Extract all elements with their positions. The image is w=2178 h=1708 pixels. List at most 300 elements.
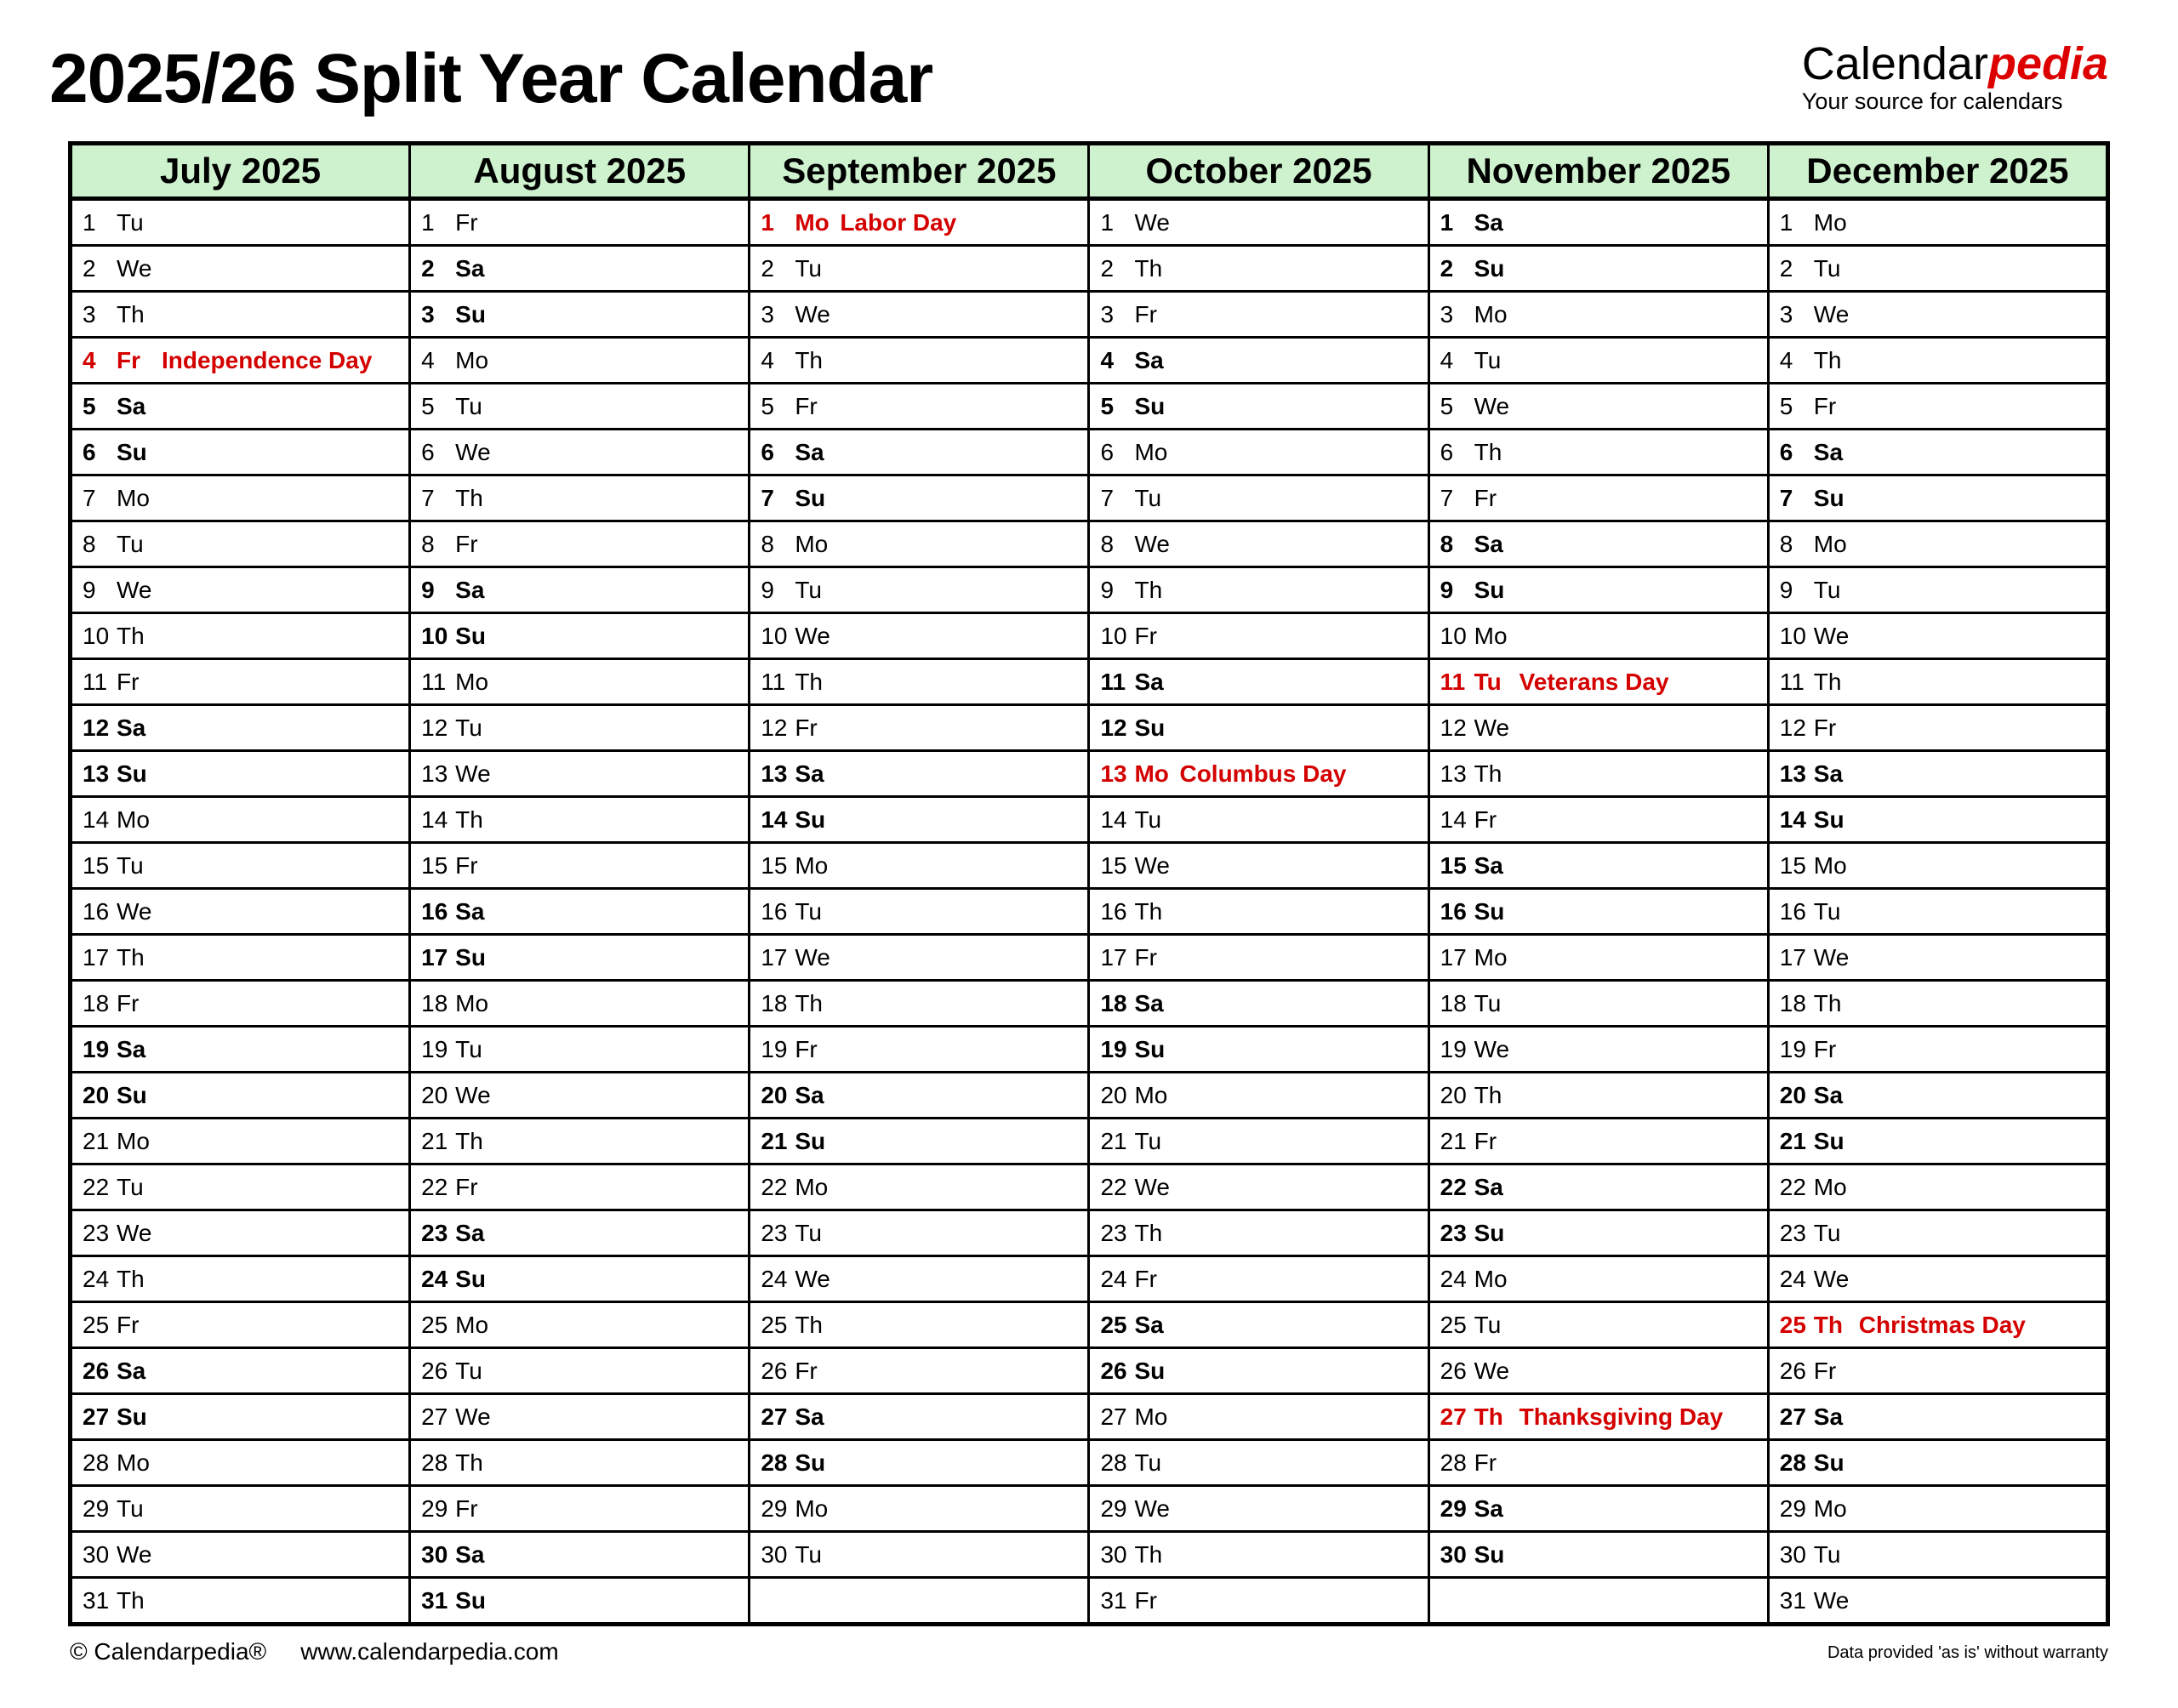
- weekday-label: We: [795, 622, 830, 649]
- weekday-label: Mo: [455, 346, 489, 373]
- day-number: 7: [1440, 484, 1454, 511]
- weekday-label: Sa: [795, 438, 824, 465]
- day-number: 11: [1100, 668, 1126, 695]
- weekday-label: Fr: [1813, 1357, 1837, 1384]
- weekday-label: Su: [795, 806, 826, 833]
- weekday-label: Th: [1813, 346, 1842, 373]
- day-number: 14: [1779, 806, 1806, 833]
- day-cell-july-2025-19: [71, 1027, 410, 1073]
- weekday-label: Fr: [1474, 1127, 1497, 1154]
- weekday-label: Fr: [1474, 1449, 1497, 1476]
- month-header-november-2025: November 2025: [1428, 144, 1768, 199]
- weekday-label: Th: [1134, 254, 1163, 282]
- day-number: 5: [1440, 392, 1454, 419]
- day-number: 1: [421, 208, 435, 236]
- day-cell-november-2025-22: [1428, 1164, 1768, 1210]
- day-number: 17: [421, 943, 448, 971]
- weekday-label: Mo: [1813, 1494, 1847, 1522]
- day-number: 31: [1779, 1586, 1806, 1614]
- weekday-label: Sa: [455, 254, 485, 282]
- day-number: 8: [1100, 530, 1115, 557]
- day-cell-december-2025-10: [1768, 613, 2107, 659]
- day-cell-december-2025-7: [1768, 475, 2107, 521]
- day-cell-october-2025-26: [1089, 1348, 1428, 1394]
- day-number: 24: [1100, 1265, 1127, 1292]
- day-number: 16: [1779, 897, 1806, 925]
- calendar-row-6: [71, 430, 2108, 475]
- day-number: 6: [761, 438, 774, 465]
- day-number: 19: [83, 1035, 110, 1062]
- day-cell-july-2025-3: [71, 292, 410, 338]
- weekday-label: Th: [455, 1127, 483, 1154]
- day-number: 6: [1440, 438, 1454, 465]
- weekday-label: Sa: [455, 897, 485, 925]
- day-cell-october-2025-19: [1089, 1027, 1428, 1073]
- weekday-label: Sa: [117, 714, 146, 741]
- day-number: 29: [1100, 1494, 1127, 1522]
- weekday-label: Sa: [1474, 1494, 1503, 1522]
- weekday-label: We: [117, 1540, 152, 1568]
- day-cell-august-2025-4: [410, 338, 750, 384]
- day-number: 15: [761, 851, 788, 879]
- day-number: 10: [1779, 622, 1806, 649]
- day-number: 4: [1779, 346, 1793, 373]
- day-cell-september-2025-26: [750, 1348, 1089, 1394]
- weekday-label: Sa: [1134, 1311, 1164, 1338]
- day-cell-august-2025-16: [410, 889, 750, 935]
- weekday-label: Th: [455, 484, 483, 511]
- day-cell-november-2025-12: [1428, 705, 1768, 751]
- day-cell-december-2025-21: [1768, 1119, 2107, 1164]
- weekday-label: We: [1813, 1265, 1850, 1292]
- day-number: 11: [421, 668, 447, 695]
- day-cell-october-2025-14: [1089, 797, 1428, 843]
- day-number: 15: [1100, 851, 1127, 879]
- weekday-label: Sa: [1474, 851, 1503, 879]
- day-cell-december-2025-2: [1768, 246, 2107, 292]
- day-number: 28: [1779, 1449, 1806, 1476]
- day-number: 3: [1100, 300, 1115, 327]
- day-cell-july-2025-24: [71, 1256, 410, 1302]
- day-number: 1: [1440, 208, 1454, 236]
- weekday-label: We: [455, 1403, 491, 1430]
- day-number: 23: [1440, 1219, 1467, 1246]
- holiday-name: Columbus Day: [1179, 760, 1347, 787]
- day-number: 9: [1779, 576, 1793, 603]
- weekday-label: Tu: [1134, 806, 1162, 833]
- weekday-label: Th: [1474, 1081, 1502, 1108]
- day-cell-august-2025-15: [410, 843, 750, 889]
- calendar-row-21: [71, 1119, 2108, 1164]
- day-number: 30: [1100, 1540, 1127, 1568]
- day-number: 7: [83, 484, 96, 511]
- day-cell-december-2025-27: [1768, 1394, 2107, 1440]
- weekday-label: Th: [1813, 668, 1842, 695]
- day-number: 31: [83, 1586, 110, 1614]
- day-number: 23: [421, 1219, 448, 1246]
- weekday-label: Th: [795, 1311, 823, 1338]
- weekday-label: Fr: [117, 668, 140, 695]
- weekday-label: Su: [1474, 1219, 1505, 1246]
- day-cell-august-2025-20: [410, 1073, 750, 1119]
- weekday-label: Fr: [455, 208, 478, 236]
- weekday-label: Tu: [1134, 484, 1162, 511]
- day-number: 17: [1100, 943, 1127, 971]
- weekday-label: Tu: [1813, 576, 1841, 603]
- day-cell-october-2025-18: [1089, 981, 1428, 1027]
- weekday-label: Mo: [455, 1311, 489, 1338]
- weekday-label: Fr: [117, 1311, 140, 1338]
- weekday-label: We: [1813, 300, 1850, 327]
- weekday-label: Th: [117, 622, 145, 649]
- weekday-label: Fr: [1134, 1265, 1157, 1292]
- day-cell-november-2025-27: [1428, 1394, 1768, 1440]
- calendar-row-7: [71, 475, 2108, 521]
- weekday-label: Tu: [1813, 1219, 1841, 1246]
- calendar-row-27: [71, 1394, 2108, 1440]
- empty-cell-september-2025: [750, 1578, 1089, 1625]
- holiday-name: Thanksgiving Day: [1519, 1403, 1724, 1430]
- day-number: 29: [421, 1494, 448, 1522]
- day-cell-july-2025-30: [71, 1532, 410, 1578]
- weekday-label: Su: [117, 760, 147, 787]
- weekday-label: Th: [1134, 576, 1163, 603]
- weekday-label: Su: [1474, 576, 1505, 603]
- day-number: 22: [1779, 1173, 1806, 1200]
- day-number: 13: [421, 760, 448, 787]
- day-number: 2: [83, 254, 96, 282]
- day-cell-december-2025-18: [1768, 981, 2107, 1027]
- day-cell-october-2025-21: [1089, 1119, 1428, 1164]
- weekday-label: We: [1474, 714, 1510, 741]
- day-number: 2: [1100, 254, 1115, 282]
- calendar-row-15: [71, 843, 2108, 889]
- day-cell-august-2025-27: [410, 1394, 750, 1440]
- day-cell-december-2025-23: [1768, 1210, 2107, 1256]
- day-number: 5: [421, 392, 435, 419]
- day-number: 27: [1100, 1403, 1127, 1430]
- weekday-label: Su: [1474, 1540, 1505, 1568]
- day-cell-september-2025-21: [750, 1119, 1089, 1164]
- day-cell-august-2025-17: [410, 935, 750, 981]
- calendar-row-17: [71, 935, 2108, 981]
- day-cell-december-2025-1: [1768, 199, 2107, 246]
- day-number: 26: [761, 1357, 788, 1384]
- calendar-row-19: [71, 1027, 2108, 1073]
- weekday-label: Tu: [795, 1219, 822, 1246]
- calendarpedia-url: www.calendarpedia.com: [300, 1638, 559, 1665]
- calendar-row-12: [71, 705, 2108, 751]
- day-number: 12: [1440, 714, 1467, 741]
- weekday-label: Fr: [795, 1035, 818, 1062]
- day-cell-october-2025-11: [1089, 659, 1428, 705]
- day-cell-december-2025-15: [1768, 843, 2107, 889]
- page-title: 2025/26 Split Year Calendar: [49, 40, 933, 117]
- day-number: 9: [421, 576, 435, 603]
- day-number: 5: [1779, 392, 1793, 419]
- footer-copyright: [70, 1638, 559, 1665]
- day-number: 9: [1440, 576, 1454, 603]
- day-number: 28: [83, 1449, 110, 1476]
- day-number: 25: [1440, 1311, 1467, 1338]
- weekday-label: Su: [1474, 254, 1505, 282]
- day-number: 20: [83, 1081, 110, 1108]
- weekday-label: We: [1474, 1035, 1510, 1062]
- day-number: 23: [1100, 1219, 1127, 1246]
- weekday-label: Mo: [455, 989, 489, 1016]
- weekday-label: Su: [795, 1127, 826, 1154]
- day-number: 6: [83, 438, 96, 465]
- day-cell-september-2025-18: [750, 981, 1089, 1027]
- day-cell-september-2025-11: [750, 659, 1089, 705]
- day-cell-august-2025-26: [410, 1348, 750, 1394]
- weekday-label: Th: [117, 1586, 145, 1614]
- weekday-label: Tu: [117, 851, 144, 879]
- day-number: 7: [421, 484, 435, 511]
- day-cell-august-2025-7: [410, 475, 750, 521]
- day-number: 18: [1100, 989, 1127, 1016]
- calendar-row-10: [71, 613, 2108, 659]
- weekday-label: We: [1474, 392, 1510, 419]
- day-number: 30: [1440, 1540, 1467, 1568]
- month-header-july-2025: July 2025: [71, 144, 410, 199]
- holiday-name: Independence Day: [162, 346, 373, 373]
- day-cell-august-2025-29: [410, 1486, 750, 1532]
- day-cell-july-2025-13: [71, 751, 410, 797]
- day-number: 14: [83, 806, 110, 833]
- weekday-label: We: [1134, 851, 1170, 879]
- calendar-row-29: [71, 1486, 2108, 1532]
- weekday-label: Tu: [795, 576, 822, 603]
- day-cell-july-2025-20: [71, 1073, 410, 1119]
- weekday-label: Th: [1474, 1403, 1503, 1430]
- day-number: 18: [1779, 989, 1806, 1016]
- weekday-label: Su: [1134, 714, 1166, 741]
- day-cell-july-2025-21: [71, 1119, 410, 1164]
- calendar-row-24: [71, 1256, 2108, 1302]
- day-cell-december-2025-24: [1768, 1256, 2107, 1302]
- weekday-label: Mo: [455, 668, 489, 695]
- day-cell-december-2025-17: [1768, 935, 2107, 981]
- day-number: 15: [1440, 851, 1467, 879]
- month-header-august-2025: August 2025: [410, 144, 750, 199]
- weekday-label: Mo: [795, 530, 829, 557]
- day-number: 28: [761, 1449, 788, 1476]
- day-number: 2: [1440, 254, 1454, 282]
- day-number: 18: [761, 989, 788, 1016]
- day-number: 24: [1779, 1265, 1806, 1292]
- weekday-label: Tu: [117, 530, 144, 557]
- day-number: 31: [421, 1586, 448, 1614]
- day-number: 14: [421, 806, 448, 833]
- day-number: 11: [761, 668, 786, 695]
- day-number: 21: [83, 1127, 110, 1154]
- day-number: 10: [1100, 622, 1127, 649]
- weekday-label: We: [455, 438, 491, 465]
- day-cell-october-2025-1: [1089, 199, 1428, 246]
- weekday-label: Sa: [1474, 1173, 1503, 1200]
- day-number: 21: [421, 1127, 448, 1154]
- weekday-label: Mo: [795, 208, 830, 236]
- day-cell-october-2025-12: [1089, 705, 1428, 751]
- weekday-label: Th: [1474, 760, 1502, 787]
- day-number: 16: [761, 897, 788, 925]
- weekday-label: Tu: [455, 714, 482, 741]
- day-number: 23: [83, 1219, 110, 1246]
- day-cell-august-2025-9: [410, 567, 750, 613]
- day-cell-october-2025-22: [1089, 1164, 1428, 1210]
- day-number: 11: [1440, 668, 1466, 695]
- weekday-label: Mo: [117, 1127, 150, 1154]
- footer-disclaimer: Data provided 'as is' without warranty: [1827, 1643, 2108, 1662]
- weekday-label: Tu: [1813, 254, 1841, 282]
- day-cell-september-2025-9: [750, 567, 1089, 613]
- day-number: 29: [1440, 1494, 1467, 1522]
- calendar-row-9: [71, 567, 2108, 613]
- day-cell-october-2025-2: [1089, 246, 1428, 292]
- weekday-label: Mo: [1813, 530, 1847, 557]
- day-number: 10: [761, 622, 788, 649]
- day-number: 3: [421, 300, 435, 327]
- logo-red-part: pedia: [1987, 38, 2108, 89]
- day-cell-december-2025-12: [1768, 705, 2107, 751]
- day-cell-september-2025-25: [750, 1302, 1089, 1348]
- day-cell-september-2025-29: [750, 1486, 1089, 1532]
- day-number: 29: [761, 1494, 788, 1522]
- day-cell-october-2025-6: [1089, 430, 1428, 475]
- day-cell-november-2025-7: [1428, 475, 1768, 521]
- day-number: 27: [1440, 1403, 1467, 1430]
- empty-cell-november-2025: [1428, 1578, 1768, 1625]
- weekday-label: Su: [1474, 897, 1505, 925]
- day-number: 10: [421, 622, 448, 649]
- day-number: 6: [421, 438, 435, 465]
- day-cell-november-2025-1: [1428, 199, 1768, 246]
- weekday-label: Su: [455, 1265, 486, 1292]
- calendar-row-20: [71, 1073, 2108, 1119]
- day-number: 2: [761, 254, 774, 282]
- day-cell-october-2025-30: [1089, 1532, 1428, 1578]
- weekday-label: Fr: [1813, 1035, 1837, 1062]
- day-cell-november-2025-11: [1428, 659, 1768, 705]
- logo-wordmark: [1801, 38, 2108, 89]
- day-number: 28: [1440, 1449, 1467, 1476]
- weekday-label: We: [795, 300, 830, 327]
- day-number: 19: [1100, 1035, 1127, 1062]
- day-number: 2: [1779, 254, 1793, 282]
- calendar-row-1: [71, 199, 2108, 246]
- day-number: 9: [1100, 576, 1115, 603]
- day-cell-november-2025-26: [1428, 1348, 1768, 1394]
- weekday-label: Fr: [1813, 392, 1837, 419]
- day-number: 16: [1100, 897, 1127, 925]
- day-cell-october-2025-23: [1089, 1210, 1428, 1256]
- weekday-label: Su: [455, 300, 486, 327]
- weekday-label: Th: [795, 346, 823, 373]
- weekday-label: Su: [795, 484, 826, 511]
- weekday-label: Su: [117, 438, 147, 465]
- day-cell-september-2025-8: [750, 521, 1089, 567]
- day-number: 1: [83, 208, 96, 236]
- day-cell-december-2025-28: [1768, 1440, 2107, 1486]
- day-cell-july-2025-31: [71, 1578, 410, 1625]
- day-number: 3: [761, 300, 774, 327]
- day-cell-october-2025-31: [1089, 1578, 1428, 1625]
- day-cell-december-2025-4: [1768, 338, 2107, 384]
- day-cell-november-2025-24: [1428, 1256, 1768, 1302]
- weekday-label: Sa: [455, 1540, 485, 1568]
- day-number: 27: [421, 1403, 448, 1430]
- day-number: 29: [83, 1494, 110, 1522]
- day-number: 21: [1100, 1127, 1127, 1154]
- weekday-label: Sa: [117, 1357, 146, 1384]
- calendar-row-31: [71, 1578, 2108, 1625]
- weekday-label: Th: [1134, 897, 1163, 925]
- weekday-label: We: [795, 943, 830, 971]
- day-number: 26: [83, 1357, 110, 1384]
- day-cell-october-2025-24: [1089, 1256, 1428, 1302]
- day-cell-july-2025-8: [71, 521, 410, 567]
- day-number: 24: [421, 1265, 448, 1292]
- weekday-label: Su: [1813, 484, 1844, 511]
- day-cell-december-2025-13: [1768, 751, 2107, 797]
- day-number: 22: [1100, 1173, 1127, 1200]
- day-number: 8: [421, 530, 435, 557]
- day-number: 14: [1100, 806, 1127, 833]
- day-cell-november-2025-30: [1428, 1532, 1768, 1578]
- weekday-label: Tu: [1474, 346, 1502, 373]
- day-cell-october-2025-9: [1089, 567, 1428, 613]
- weekday-label: Su: [455, 943, 486, 971]
- day-number: 4: [1440, 346, 1454, 373]
- day-cell-december-2025-16: [1768, 889, 2107, 935]
- day-number: 30: [761, 1540, 788, 1568]
- logo-tagline: Your source for calendars: [1801, 88, 2063, 115]
- day-number: 12: [1100, 714, 1127, 741]
- weekday-label: Tu: [455, 1357, 482, 1384]
- day-cell-november-2025-28: [1428, 1440, 1768, 1486]
- day-number: 7: [1100, 484, 1115, 511]
- day-number: 13: [1440, 760, 1467, 787]
- weekday-label: Tu: [455, 1035, 482, 1062]
- weekday-label: Fr: [1134, 622, 1157, 649]
- weekday-label: Th: [117, 1265, 145, 1292]
- day-number: 24: [83, 1265, 110, 1292]
- weekday-label: Sa: [117, 392, 146, 419]
- day-cell-december-2025-31: [1768, 1578, 2107, 1625]
- day-cell-july-2025-25: [71, 1302, 410, 1348]
- weekday-label: Fr: [1813, 714, 1837, 741]
- day-cell-november-2025-29: [1428, 1486, 1768, 1532]
- day-cell-december-2025-26: [1768, 1348, 2107, 1394]
- month-header-december-2025: December 2025: [1768, 144, 2107, 199]
- day-number: 22: [83, 1173, 110, 1200]
- day-number: 3: [1779, 300, 1793, 327]
- day-cell-july-2025-10: [71, 613, 410, 659]
- day-cell-october-2025-7: [1089, 475, 1428, 521]
- day-number: 1: [1100, 208, 1115, 236]
- weekday-label: Th: [455, 1449, 483, 1476]
- weekday-label: Fr: [1474, 484, 1497, 511]
- day-cell-september-2025-30: [750, 1532, 1089, 1578]
- day-cell-july-2025-4: [71, 338, 410, 384]
- day-cell-september-2025-12: [750, 705, 1089, 751]
- day-cell-september-2025-17: [750, 935, 1089, 981]
- weekday-label: We: [1813, 1586, 1850, 1614]
- day-cell-december-2025-14: [1768, 797, 2107, 843]
- day-cell-august-2025-30: [410, 1532, 750, 1578]
- day-number: 18: [83, 989, 110, 1016]
